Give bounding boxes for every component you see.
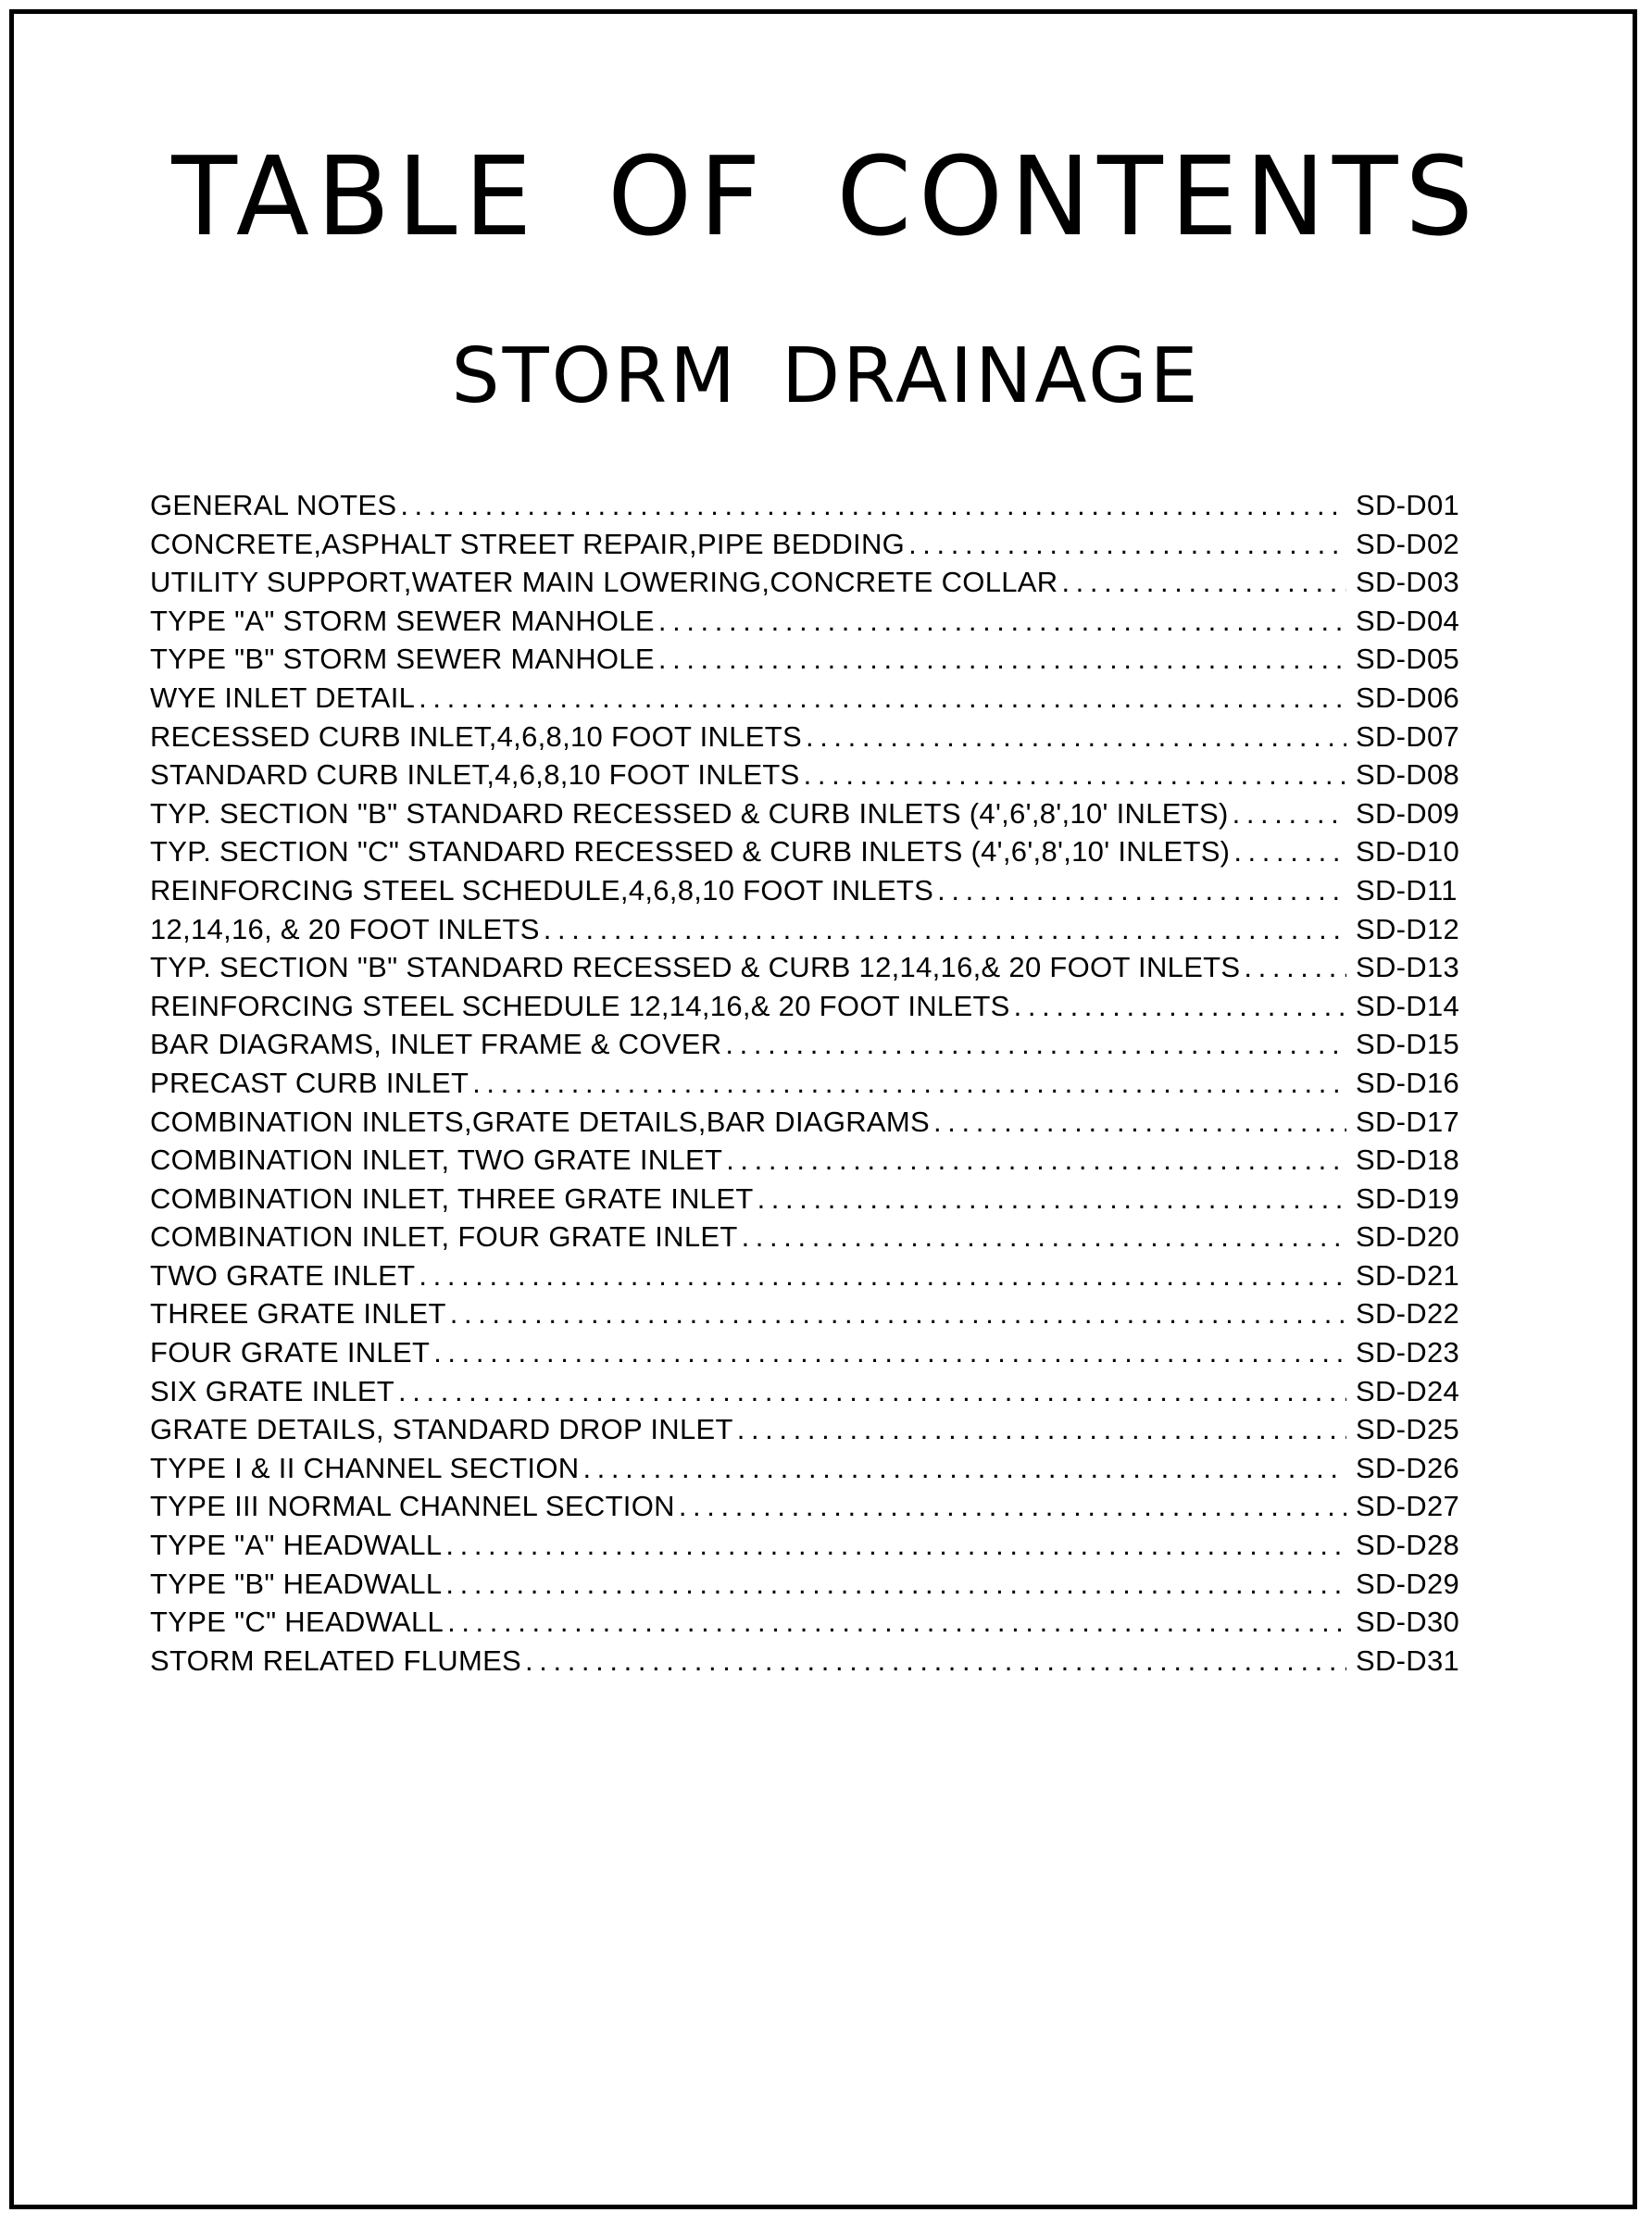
toc-entry	[150, 1141, 1465, 1180]
toc-entry	[150, 1256, 1465, 1295]
toc-entry-label: TYPE "C" HEADWALL	[150, 1606, 444, 1639]
toc-entry	[150, 486, 1465, 525]
toc-entry	[150, 987, 1465, 1026]
toc-entry-label: TWO GRATE INLET	[150, 1258, 416, 1292]
dot-leader	[433, 1333, 1346, 1372]
toc-entry-sheet-number: SD-D17	[1356, 1105, 1460, 1138]
toc-entry-label: COMBINATION INLET, THREE GRATE INLET	[150, 1181, 754, 1215]
toc-entry-sheet-number: SD-D19	[1356, 1181, 1460, 1215]
toc-entry-label: COMBINATION INLETS,GRATE DETAILS,BAR DIAGRAMS	[150, 1105, 931, 1138]
table-of-contents	[150, 486, 1465, 1680]
toc-entry-label: TYPE "A" STORM SEWER MANHOLE	[150, 604, 655, 637]
toc-entry	[150, 871, 1465, 910]
dot-leader	[472, 1064, 1346, 1103]
toc-entry-sheet-number: SD-D29	[1356, 1567, 1460, 1600]
toc-entry-label: TYP. SECTION "C" STANDARD RECESSED & CURB INLETS (4',6',8',10' INLETS)	[150, 835, 1231, 869]
toc-entry-sheet-number: SD-D23	[1356, 1336, 1460, 1369]
toc-entry	[150, 1103, 1465, 1142]
toc-entry-label: RECESSED CURB INLET,4,6,8,10 FOOT INLETS	[150, 719, 802, 753]
dot-leader	[737, 1410, 1346, 1449]
toc-entry-label: THREE GRATE INLET	[150, 1297, 446, 1331]
toc-entry-label: TYPE "B" STORM SEWER MANHOLE	[150, 643, 655, 676]
dot-leader	[445, 1526, 1346, 1565]
toc-entry-sheet-number: SD-D01	[1356, 489, 1460, 521]
toc-entry-label: STORM RELATED FLUMES	[150, 1644, 522, 1677]
dot-leader	[419, 1256, 1346, 1295]
dot-leader	[398, 1372, 1346, 1411]
toc-entry-sheet-number: SD-D24	[1356, 1374, 1460, 1407]
toc-entry-label: BAR DIAGRAMS, INLET FRAME & COVER	[150, 1028, 722, 1061]
toc-entry-label: TYPE III NORMAL CHANNEL SECTION	[150, 1490, 675, 1523]
toc-entry	[150, 1294, 1465, 1333]
dot-leader	[742, 1218, 1346, 1256]
toc-entry-label: TYPE I & II CHANNEL SECTION	[150, 1451, 580, 1484]
toc-entry-sheet-number: SD-D26	[1356, 1451, 1460, 1484]
toc-entry-sheet-number: SD-D02	[1356, 527, 1460, 560]
toc-entry-label: TYPE "B" HEADWALL	[150, 1567, 443, 1600]
toc-entry-label: TYP. SECTION "B" STANDARD RECESSED & CURB 12,14,16,& 20 FOOT INLETS	[150, 951, 1241, 984]
toc-entry	[150, 1642, 1465, 1681]
dot-leader	[525, 1642, 1346, 1681]
toc-entry-label: COMBINATION INLET, FOUR GRATE INLET	[150, 1220, 738, 1254]
toc-entry-label: PRECAST CURB INLET	[150, 1066, 469, 1099]
dot-leader	[658, 640, 1346, 679]
toc-entry-sheet-number: SD-D14	[1356, 989, 1460, 1022]
toc-entry-label: STANDARD CURB INLET,4,6,8,10 FOOT INLETS	[150, 758, 800, 792]
toc-entry-sheet-number: SD-D22	[1356, 1297, 1460, 1331]
toc-entry	[150, 1025, 1465, 1064]
dot-leader	[658, 602, 1346, 641]
toc-entry	[150, 1410, 1465, 1449]
toc-entry	[150, 1565, 1465, 1604]
dot-leader	[419, 679, 1346, 718]
toc-entry	[150, 602, 1465, 641]
toc-entry	[150, 640, 1465, 679]
dot-leader	[1244, 948, 1346, 987]
toc-entry-label: WYE INLET DETAIL	[150, 681, 416, 714]
toc-entry-sheet-number: SD-D13	[1356, 951, 1460, 984]
toc-entry-sheet-number: SD-D30	[1356, 1606, 1460, 1639]
toc-entry	[150, 1333, 1465, 1372]
dot-leader	[1061, 563, 1346, 602]
dot-leader	[725, 1025, 1346, 1064]
dot-leader	[1014, 987, 1346, 1026]
dot-leader	[933, 1103, 1346, 1142]
toc-entry-label: GENERAL NOTES	[150, 489, 397, 521]
toc-entry	[150, 679, 1465, 718]
dot-leader	[447, 1603, 1346, 1642]
dot-leader	[582, 1449, 1346, 1488]
toc-entry	[150, 756, 1465, 794]
toc-entry	[150, 1064, 1465, 1103]
toc-entry-sheet-number: SD-D31	[1356, 1644, 1460, 1677]
toc-entry	[150, 1372, 1465, 1411]
toc-entry-label: SIX GRATE INLET	[150, 1374, 395, 1407]
dot-leader	[679, 1487, 1346, 1526]
section-subtitle: STORM DRAINAGE	[451, 332, 1201, 420]
toc-entry	[150, 1603, 1465, 1642]
toc-entry	[150, 948, 1465, 987]
toc-entry	[150, 1487, 1465, 1526]
toc-entry	[150, 1218, 1465, 1256]
page-title: TABLE OF CONTENTS	[171, 132, 1481, 260]
toc-entry-label: GRATE DETAILS, STANDARD DROP INLET	[150, 1413, 733, 1446]
toc-entry	[150, 910, 1465, 949]
toc-entry-sheet-number: SD-D06	[1356, 681, 1460, 714]
toc-entry-sheet-number: SD-D04	[1356, 604, 1460, 637]
toc-entry-sheet-number: SD-D28	[1356, 1529, 1460, 1562]
toc-entry-sheet-number: SD-D27	[1356, 1490, 1460, 1523]
dot-leader	[1233, 794, 1346, 833]
dot-leader	[1233, 832, 1346, 871]
dot-leader	[804, 756, 1346, 794]
toc-entry-label: REINFORCING STEEL SCHEDULE 12,14,16,& 20 FOOT INLETS	[150, 989, 1010, 1022]
toc-entry	[150, 718, 1465, 756]
toc-entry-label: UTILITY SUPPORT,WATER MAIN LOWERING,CONCRETE COLLAR	[150, 566, 1058, 599]
toc-entry-sheet-number: SD-D05	[1356, 643, 1460, 676]
toc-entry-sheet-number: SD-D20	[1356, 1220, 1460, 1254]
toc-entry-label: TYP. SECTION "B" STANDARD RECESSED & CURB INLETS (4',6',8',10' INLETS)	[150, 796, 1229, 830]
dot-leader	[937, 871, 1346, 910]
toc-entry-label: COMBINATION INLET, TWO GRATE INLET	[150, 1144, 723, 1177]
dot-leader	[806, 718, 1346, 756]
toc-entry-sheet-number: SD-D11	[1356, 873, 1458, 906]
toc-entry	[150, 1449, 1465, 1488]
toc-entry-sheet-number: SD-D16	[1356, 1066, 1460, 1099]
toc-entry-label: FOUR GRATE INLET	[150, 1336, 431, 1369]
toc-entry	[150, 794, 1465, 833]
toc-entry-sheet-number: SD-D15	[1356, 1028, 1460, 1061]
toc-entry-label: TYPE "A" HEADWALL	[150, 1529, 443, 1562]
toc-entry-sheet-number: SD-D25	[1356, 1413, 1460, 1446]
toc-entry	[150, 563, 1465, 602]
dot-leader	[450, 1294, 1346, 1333]
dot-leader	[726, 1141, 1346, 1180]
dot-leader	[445, 1565, 1346, 1604]
toc-entry-label: 12,14,16, & 20 FOOT INLETS	[150, 912, 540, 945]
toc-entry-sheet-number: SD-D18	[1356, 1144, 1460, 1177]
dot-leader	[544, 910, 1346, 949]
toc-entry-label: REINFORCING STEEL SCHEDULE,4,6,8,10 FOOT INLETS	[150, 873, 934, 906]
toc-entry-sheet-number: SD-D03	[1356, 566, 1460, 599]
toc-entry-sheet-number: SD-D12	[1356, 912, 1460, 945]
toc-entry-sheet-number: SD-D09	[1356, 796, 1460, 830]
dot-leader	[757, 1180, 1346, 1219]
toc-entry-label: CONCRETE,ASPHALT STREET REPAIR,PIPE BEDDING	[150, 527, 906, 560]
toc-entry-sheet-number: SD-D10	[1356, 835, 1460, 869]
toc-entry	[150, 525, 1465, 564]
toc-entry-sheet-number: SD-D21	[1356, 1258, 1460, 1292]
toc-entry	[150, 1526, 1465, 1565]
dot-leader	[908, 525, 1346, 564]
toc-entry	[150, 1180, 1465, 1219]
toc-entry-sheet-number: SD-D08	[1356, 758, 1460, 792]
dot-leader	[400, 486, 1346, 525]
toc-entry	[150, 832, 1465, 871]
toc-entry-sheet-number: SD-D07	[1356, 719, 1460, 753]
